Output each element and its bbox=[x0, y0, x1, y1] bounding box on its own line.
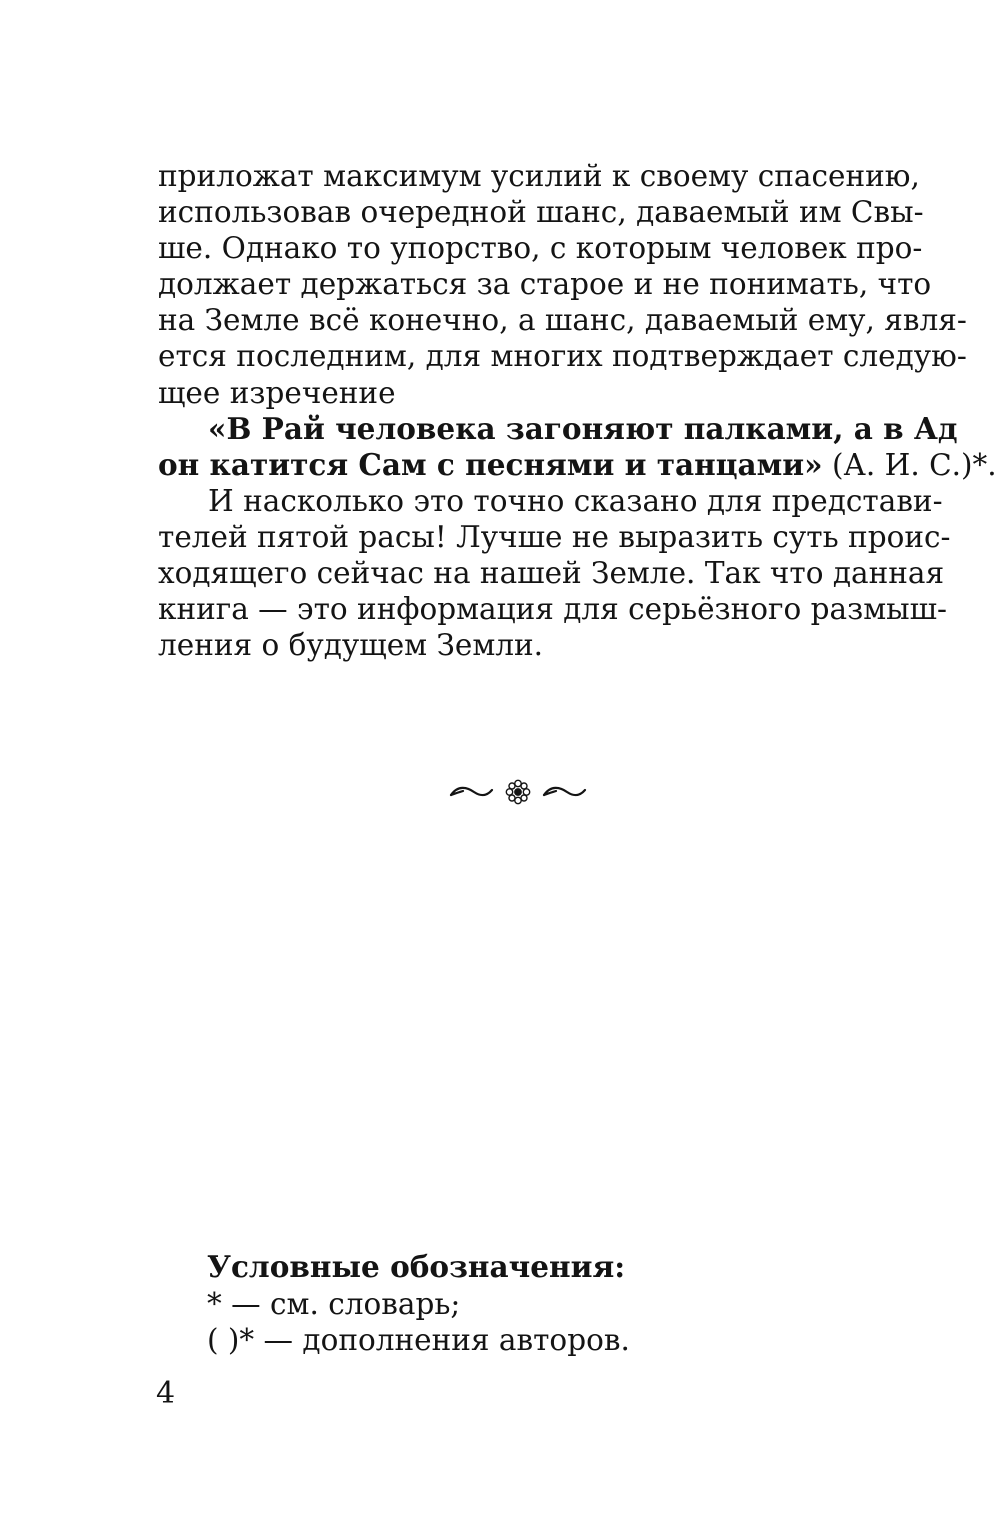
quote-line-with-attribution bbox=[158, 446, 997, 483]
closing-line: ления о будущем Земли. bbox=[158, 628, 544, 663]
quote-line: «В Рай человека загоняют палками, а в Ад bbox=[208, 410, 958, 446]
closing-line: ходящего сейчас на нашей Земле. Так что данная bbox=[158, 556, 945, 591]
legend-item: * — см. словарь; bbox=[207, 1286, 461, 1321]
quote-attribution: (А. И. С.)*. bbox=[822, 447, 997, 482]
legend-title: Условные обозначения: bbox=[207, 1249, 626, 1284]
closing-line: книга — это информация для серьёзного размыш- bbox=[158, 592, 948, 627]
body-line: приложат максимум усилий к своему спасению, bbox=[158, 159, 920, 193]
closing-line: телей пятой расы! Лучше не выразить суть проис- bbox=[158, 519, 951, 554]
legend-item: ( )* — дополнения авторов. bbox=[207, 1323, 630, 1357]
body-line: должает держаться за старое и не понимать, что bbox=[158, 267, 932, 302]
body-line: на Земле всё конечно, а шанс, даваемый ему, явля- bbox=[158, 303, 967, 338]
closing-line: И насколько это точно сказано для представи- bbox=[208, 483, 943, 518]
body-line: щее изречение bbox=[158, 375, 396, 410]
flourish-divider-icon bbox=[448, 774, 588, 810]
legend bbox=[207, 1249, 807, 1359]
quote-bold-text: он катится Сам с песнями и танцами» bbox=[158, 446, 823, 482]
body-line: ше. Однако то упорство, с которым человек про- bbox=[158, 231, 923, 266]
body-line: использовав очередной шанс, даваемый им Свы- bbox=[158, 195, 924, 230]
body-line: ется последним, для многих подтверждает следую- bbox=[158, 339, 967, 374]
main-text bbox=[158, 158, 997, 663]
page-number: 4 bbox=[156, 1376, 176, 1411]
